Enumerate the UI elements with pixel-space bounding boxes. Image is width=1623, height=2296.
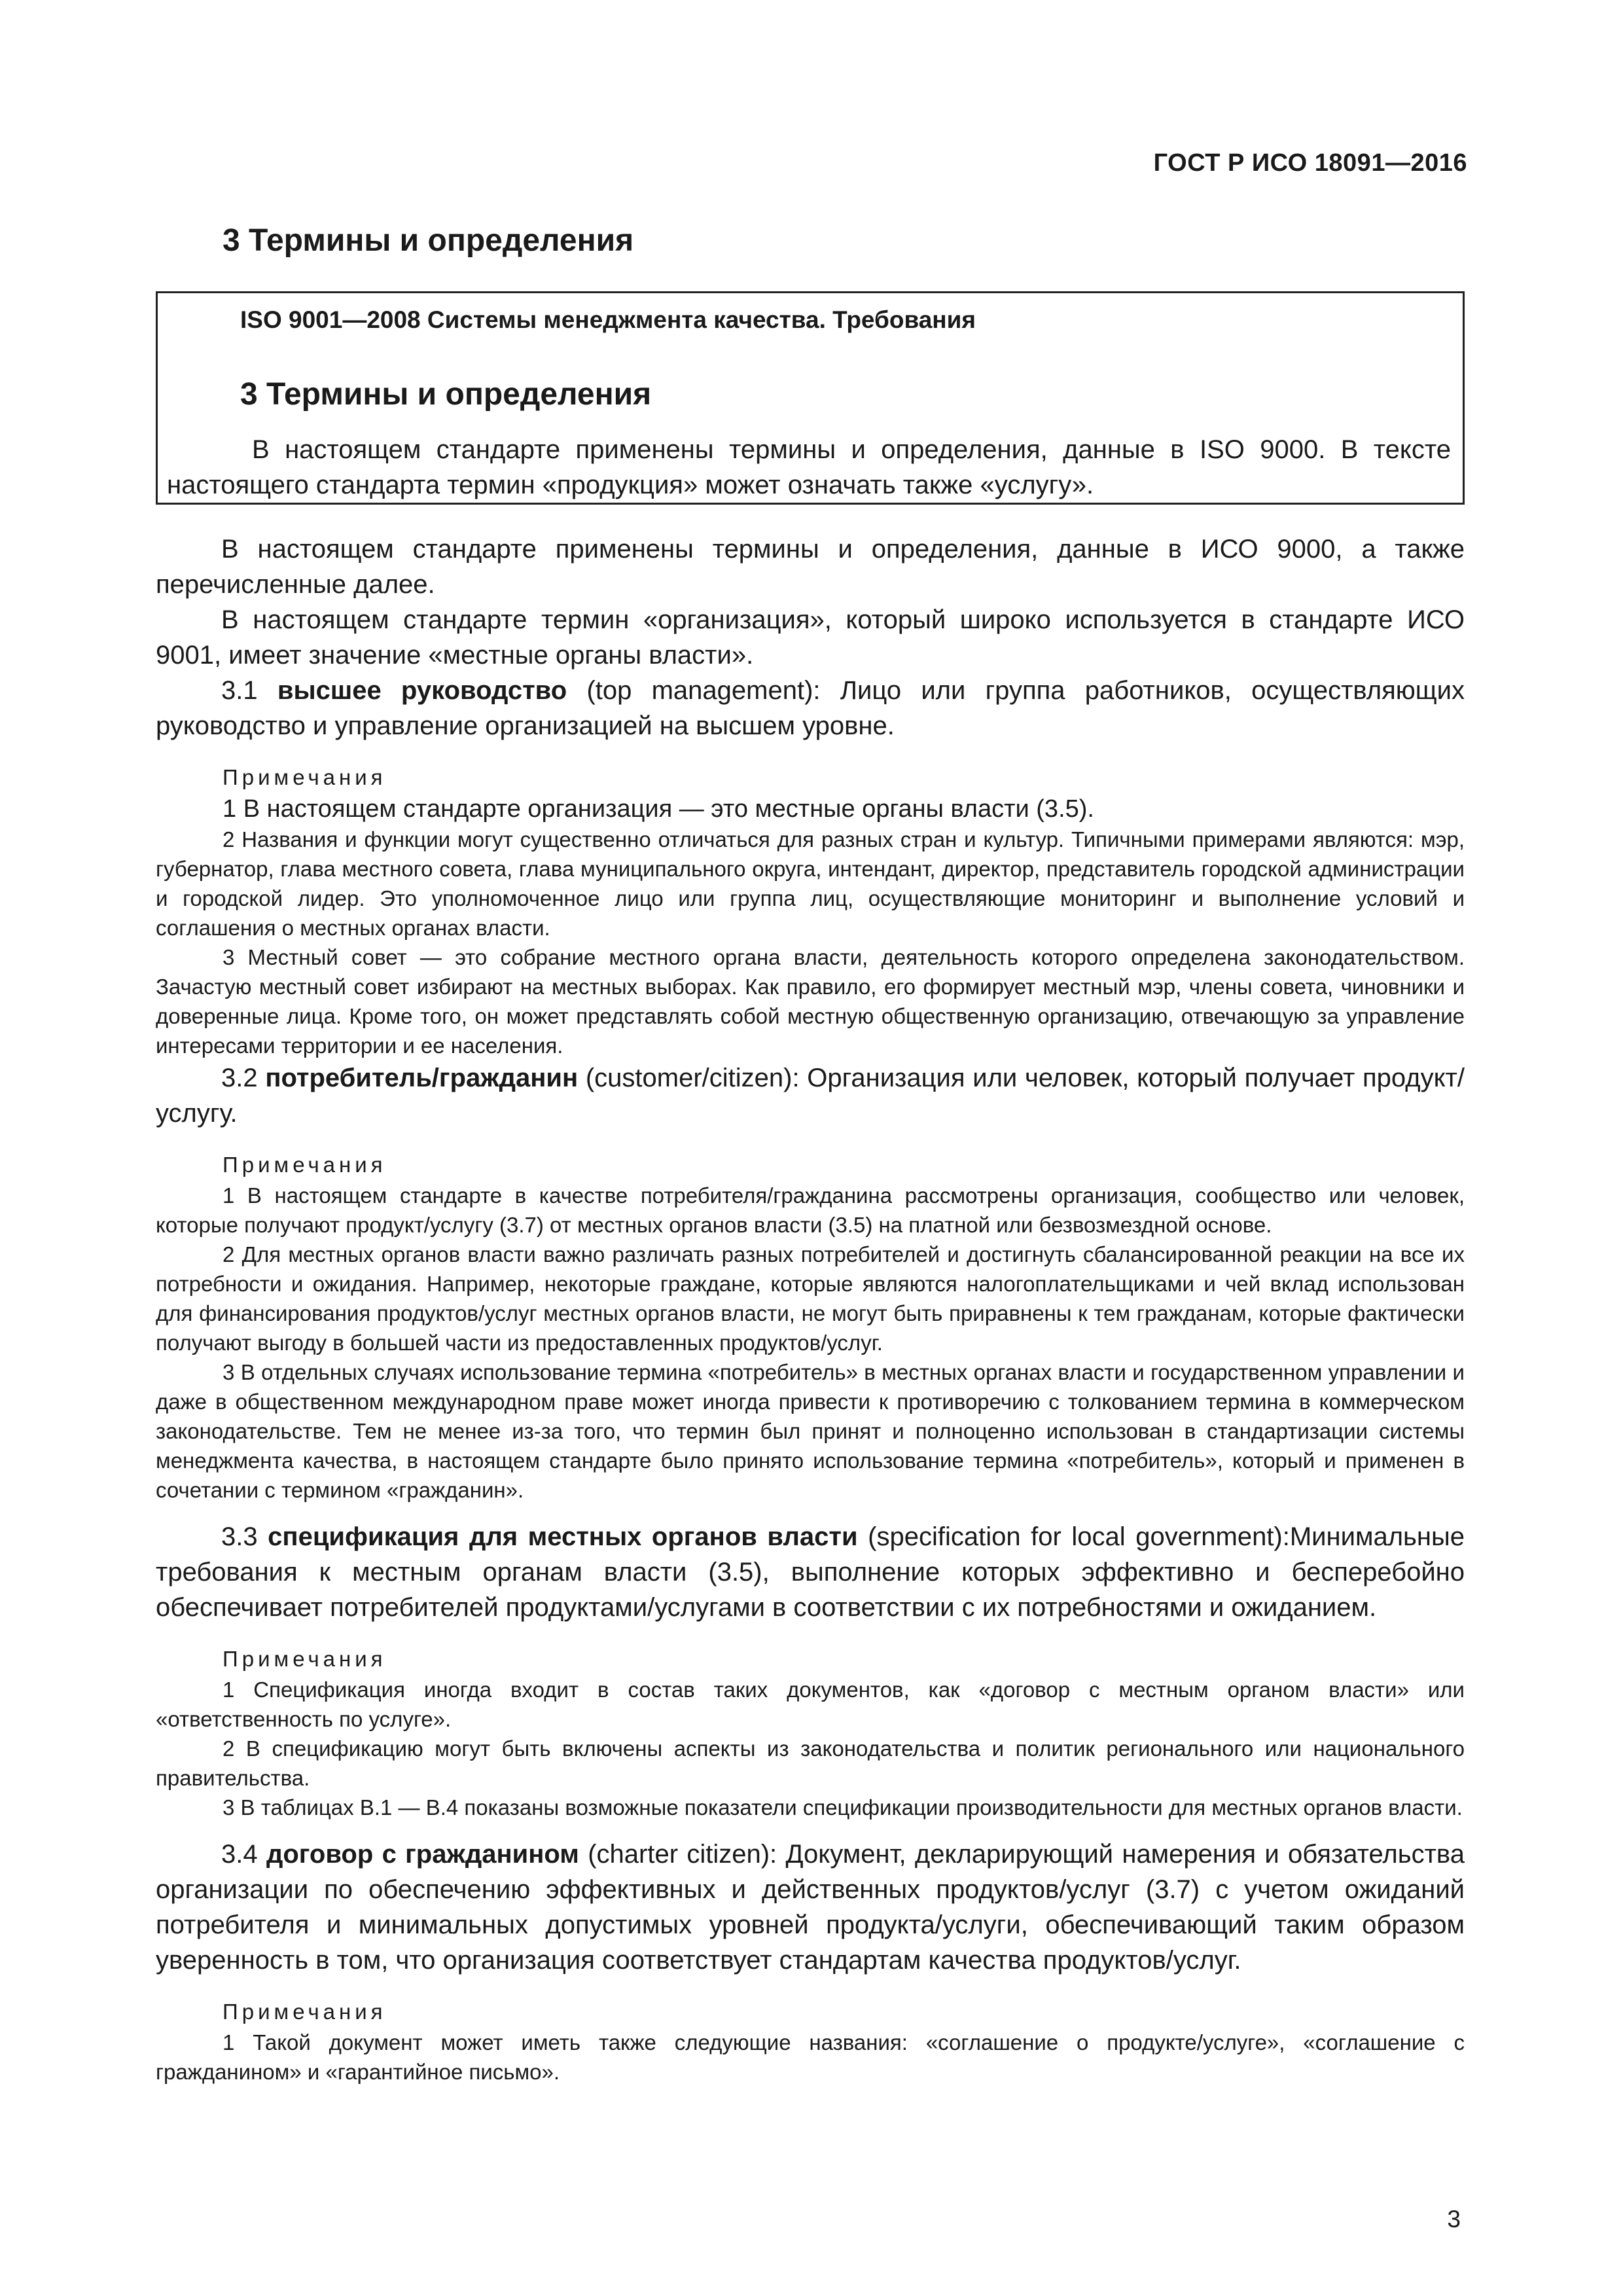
term-entry (156, 1837, 1465, 1978)
term-entry (156, 1060, 1465, 1131)
note: 3 Местный совет — это собрание местного органа власти, деятельность которого определена законодательством. Зачастую местный совет избирают на местных выборах. Как правило, его формирует местный мэр, члены совета, чиновники и доверенные лица. Кроме того, он может представлять собой местную общественную организацию, отвечающую за управление интересами территории и ее населения. (156, 945, 1465, 1058)
page-number: 3 (1447, 2206, 1461, 2233)
notes-heading: Примечания (223, 1647, 387, 1671)
quoted-section-title: 3 Термины и определения (240, 377, 652, 412)
term-definition: (customer/citizen): Организация или человек, который получает продукт/услугу. (156, 1064, 1465, 1128)
note: 1 В настоящем стандарте организация — это местные органы власти (3.5). (223, 795, 1094, 823)
note: 2 В спецификацию могут быть включены аспекты из законодательства и политик регионального или национального правительства. (156, 1736, 1465, 1790)
term-name: договор с гражданином (266, 1840, 579, 1869)
quoted-text: В настоящем стандарте применены термины и определения, данные в ISO 9000. В тексте настоящего стандарта термин «продукция» может означать также «услугу». (167, 435, 1451, 499)
term-entry (156, 673, 1465, 744)
term-name: спецификация для местных органов власти (268, 1522, 858, 1551)
notes-heading: Примечания (223, 765, 387, 789)
intro-paragraph: В настоящем стандарте термин «организация», который широко используется в стандарте ИСО 9001, имеет значение «местные органы власти». (156, 605, 1465, 670)
term-number: 3.4 (221, 1840, 258, 1869)
note: 3 В отдельных случаях использование термина «потребитель» в местных органах власти и государственном управлении и даже в общественном международном праве может иногда привести к противоречию с толкованием термина в коммерческом законодательстве. Тем не менее из-за того, что термин был принят и полноценно использован в стандартизации системы менеджмента качества, в настоящем стандарте было принято использование термина «потребитель», который и применен в сочетании с термином «гражданин». (156, 1360, 1465, 1502)
notes-heading: Примечания (223, 1153, 387, 1177)
quoted-standard-box (156, 291, 1465, 505)
term-number: 3.2 (221, 1064, 258, 1092)
term-definition: (specification for local government):Минимальные требования к местным органам власти (3.5), выполнение которых эффективно и бесперебойно обеспечивает потребителей продуктами/услугами в соответствии с их потребностями и ожиданием. (156, 1522, 1465, 1622)
term-definition: (charter citizen): Документ, декларирующий намерения и обязательства организации по обеспечению эффективных и действенных продуктов/услуг (3.7) с учетом ожиданий потребителя и минимальных допустимых уровней продукта/услуги, обеспечивающий таким образом уверенность в том, что организация соответствует стандартам качества продуктов/услуг. (156, 1840, 1465, 1975)
notes-heading: Примечания (223, 2000, 387, 2024)
note: 2 Для местных органов власти важно различать разных потребителей и достигнуть сбалансированной реакции на все их потребности и ожидания. Например, некоторые граждане, которые являются налогоплательщиками и чей вклад использован для финансирования продуктов/услуг местных органов власти, не могут быть приравнены к тем гражданам, которые фактически получают выгоду в большей части из предоставленных продуктов/услуг. (156, 1242, 1465, 1355)
quoted-standard-source: ISO 9001—2008 Системы менеджмента качества. Требования (240, 306, 976, 333)
term-definition: (top management): Лицо или группа работников, осуществляющих руководство и управление организацией на высшем уровне. (156, 676, 1465, 740)
document-body (156, 531, 1465, 2087)
term-number: 3.1 (221, 676, 258, 705)
term-number: 3.3 (221, 1522, 258, 1551)
note: 3 В таблицах В.1 — В.4 показаны возможные показатели спецификации производительности для местных органов власти. (223, 1795, 1463, 1820)
note: 2 Названия и функции могут существенно отличаться для разных стран и культур. Типичными примерами являются: мэр, губернатор, глава местного совета, глава муниципального округа, интендант, директор, представитель городской администрации и городской лидер. Это уполномоченное лицо или группа лиц, осуществляющие мониторинг и выполнение условий и соглашения о местных органах власти. (156, 827, 1465, 940)
intro-paragraph: В настоящем стандарте применены термины и определения, данные в ИСО 9000, а также перечисленные далее. (156, 535, 1465, 599)
term-name: высшее руководство (277, 676, 567, 705)
note: 1 Такой документ может иметь также следующие названия: «соглашение о продукте/услуге», «соглашение с гражданином» и «гарантийное письмо». (156, 2030, 1465, 2084)
note: 1 В настоящем стандарте в качестве потребителя/гражданина рассмотрены организация, сообщество или человек, которые получают продукт/услугу (3.7) от местных органов власти (3.5) на платной или безвозмездной основе. (156, 1183, 1465, 1237)
section-title: 3 Термины и определения (223, 223, 634, 258)
document-code: ГОСТ Р ИСО 18091—2016 (1153, 149, 1467, 177)
term-name: потребитель/гражданин (265, 1064, 579, 1092)
note: 1 Спецификация иногда входит в состав таких документов, как «договор с местным органом власти» или «ответственность по услуге». (156, 1677, 1465, 1731)
term-entry (156, 1519, 1465, 1625)
